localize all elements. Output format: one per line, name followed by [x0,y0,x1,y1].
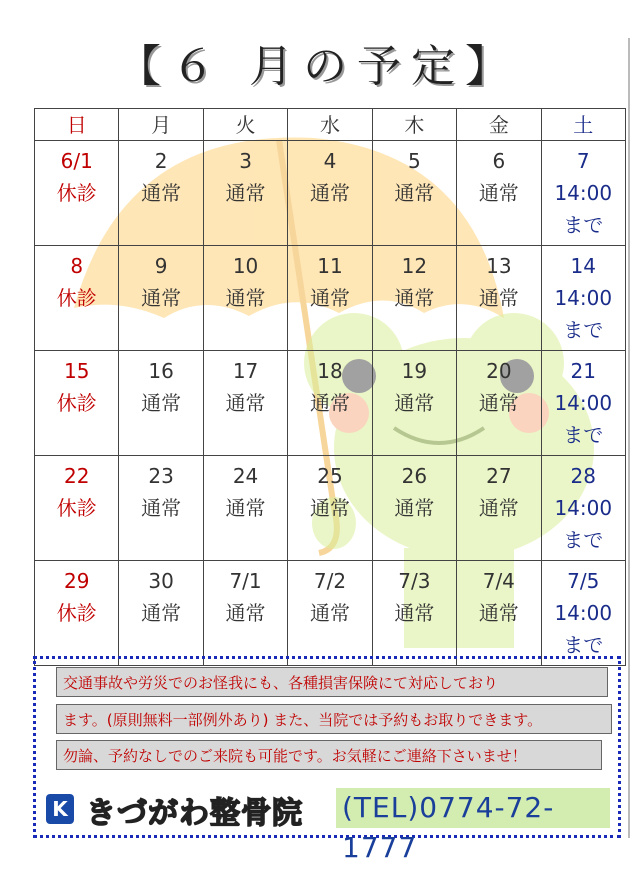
day-cell [372,141,456,246]
day-status: 通常 [141,601,182,625]
day-number: 6/1 [60,149,93,173]
day-number: 20 [486,359,512,383]
clinic-logo-icon: K [46,794,74,824]
day-cell [203,561,287,666]
day-status: 通常 [309,286,350,310]
day-number: 10 [232,254,259,278]
day-status: 通常 [309,601,350,625]
day-cell [119,246,203,351]
day-number: 19 [401,359,428,383]
day-number: 30 [148,569,174,593]
day-status: 休診 [56,391,97,415]
day-number: 25 [317,464,343,488]
day-cell [372,561,456,666]
week-row [35,246,626,351]
weekday-sun: 日 [35,109,119,141]
day-number: 7 [576,149,590,173]
tel-label: (TEL) [342,791,420,824]
day-status: 通常 [309,391,350,415]
day-note: まで [563,213,604,237]
day-note: まで [563,633,604,657]
day-status: 通常 [394,496,435,520]
week-row [35,561,626,666]
day-status: 通常 [478,181,519,205]
day-cell [35,141,119,246]
notice-line-1: 交通事故や労災でのお怪我にも、各種損害保険にて対応しており [56,667,608,697]
day-number: 8 [70,254,84,278]
calendar-table [34,108,626,666]
day-status: 通常 [394,391,435,415]
day-status: 通常 [141,496,182,520]
weekday-mon: 月 [119,109,203,141]
day-cell [457,141,541,246]
day-cell [541,351,625,456]
day-number: 7/4 [482,569,515,593]
day-cell [457,561,541,666]
day-status: 14:00 [554,496,613,520]
day-number: 4 [323,149,337,173]
phone-number: 0774-72-1777 [342,791,555,864]
day-number: 29 [63,569,90,593]
day-status: 通常 [225,181,266,205]
day-status: 通常 [141,181,182,205]
week-row [35,351,626,456]
day-status: 休診 [56,181,97,205]
day-status: 通常 [394,181,435,205]
day-cell [288,561,372,666]
weekday-sat: 土 [541,109,625,141]
day-status: 14:00 [554,286,613,310]
day-status: 14:00 [554,601,613,625]
day-number: 7/3 [398,569,431,593]
week-row [35,141,626,246]
day-cell [35,351,119,456]
day-number: 15 [63,359,90,383]
day-status: 通常 [394,286,435,310]
day-note: まで [563,423,604,447]
day-status: 通常 [309,496,350,520]
day-cell [288,456,372,561]
day-number: 2 [154,149,168,173]
day-number: 17 [232,359,259,383]
day-cell [372,456,456,561]
day-status: 14:00 [554,391,613,415]
page-title: 【６ 月の予定】 [117,41,519,92]
weekday-header-row [35,109,626,141]
day-number: 28 [570,464,596,488]
phone-number-box [336,788,610,864]
day-number: 18 [317,359,343,383]
day-number: 14 [570,254,596,278]
day-status: 通常 [225,286,266,310]
day-number: 7/2 [313,569,347,593]
day-cell [288,141,372,246]
day-number: 3 [239,149,252,173]
day-cell [457,246,541,351]
day-cell [457,351,541,456]
day-status: 通常 [309,181,350,205]
day-number: 16 [148,359,174,383]
weekday-wed: 水 [288,109,372,141]
day-cell [541,246,625,351]
day-status: 通常 [478,601,519,625]
weekday-thu: 木 [372,109,456,141]
day-status: 通常 [478,391,519,415]
day-number: 22 [63,464,90,488]
day-number: 6 [492,149,506,173]
day-cell [203,456,287,561]
week-row [35,456,626,561]
day-status: 通常 [141,286,182,310]
day-number: 13 [486,254,512,278]
day-status: 通常 [394,601,435,625]
day-note: まで [563,528,604,552]
day-status: 通常 [225,391,266,415]
day-status: 休診 [56,601,97,625]
day-cell [119,351,203,456]
notice-line-3: 勿論、予約なしでのご来院も可能です。お気軽にご連絡下さいませ！ [56,740,602,770]
day-number: 26 [401,464,428,488]
notice-line-2: ます。(原則無料一部例外あり) また、当院では予約もお取りできます。 [56,704,612,734]
page-edge-line [628,38,630,838]
day-number: 11 [317,254,343,278]
day-number: 9 [154,254,168,278]
day-cell [119,561,203,666]
clinic-name: きづがわ整骨院 [86,796,303,831]
day-status: 通常 [225,601,266,625]
day-cell [35,246,119,351]
day-number: 27 [486,464,512,488]
day-number: 21 [570,359,596,383]
day-cell [119,141,203,246]
day-status: 休診 [56,286,97,310]
weekday-fri: 金 [457,109,541,141]
day-status: 14:00 [554,181,613,205]
day-number: 12 [401,254,428,278]
day-cell [541,141,625,246]
day-cell [203,351,287,456]
day-status: 通常 [478,496,519,520]
day-number: 23 [148,464,174,488]
day-note: まで [563,318,604,342]
day-cell [203,141,287,246]
day-cell [288,351,372,456]
weekday-tue: 火 [203,109,287,141]
day-cell [372,246,456,351]
day-cell [203,246,287,351]
day-cell [541,561,625,666]
day-number: 7/1 [229,569,262,593]
day-number: 24 [232,464,259,488]
day-status: 通常 [225,496,266,520]
day-cell [35,456,119,561]
day-status: 通常 [141,391,182,415]
day-cell [372,351,456,456]
day-status: 休診 [56,496,97,520]
day-cell [35,561,119,666]
day-cell [457,456,541,561]
day-status: 通常 [478,286,519,310]
day-number: 5 [408,149,421,173]
day-cell [119,456,203,561]
day-number: 7/5 [567,569,600,593]
day-cell [288,246,372,351]
day-cell [541,456,625,561]
